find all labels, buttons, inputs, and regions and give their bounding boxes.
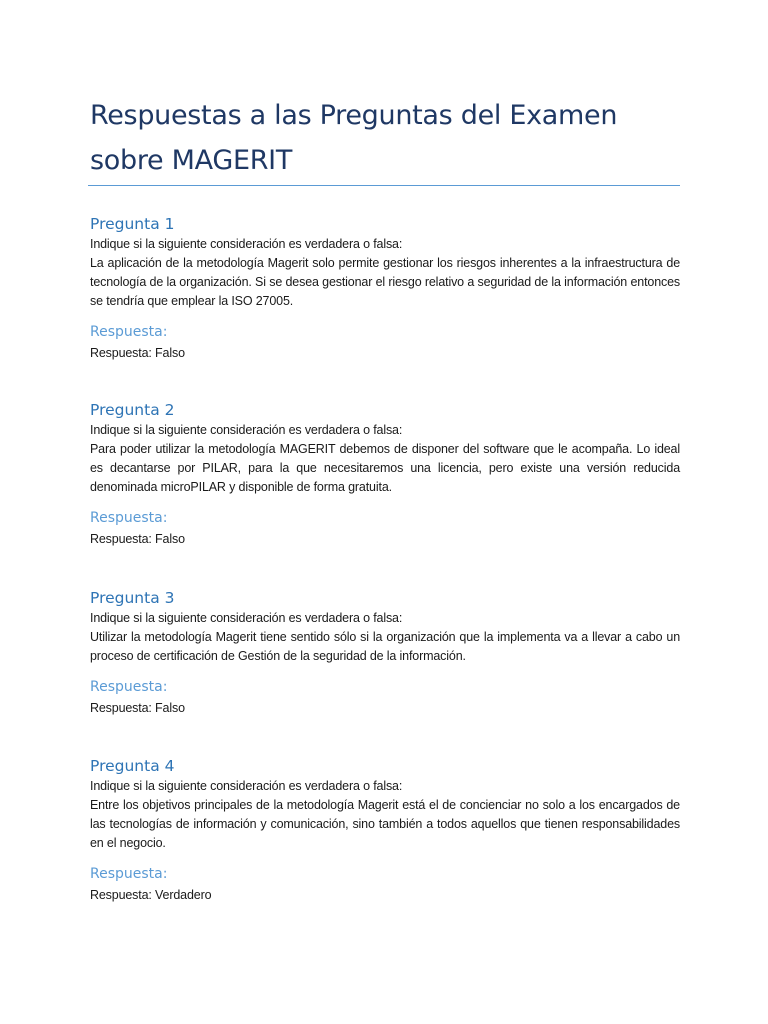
answer-heading: Respuesta: bbox=[90, 866, 168, 882]
question-heading: Pregunta 4 bbox=[90, 757, 175, 775]
answer-text: Respuesta: Falso bbox=[90, 532, 185, 546]
question-heading: Pregunta 3 bbox=[90, 589, 175, 607]
answer-heading: Respuesta: bbox=[90, 679, 168, 695]
title-underline bbox=[88, 185, 680, 186]
question-body: La aplicación de la metodología Magerit solo permite gestionar los riesgos inherentes a la infraestructura de tecnología de la organización. Si se desea gestionar el riesgo relativo a seguridad de la información entonces se tendría que emplear la ISO 27005. bbox=[90, 256, 680, 308]
question-prompt: Indique si la siguiente consideración es verdadera o falsa: bbox=[90, 611, 403, 625]
question-body: Utilizar la metodología Magerit tiene sentido sólo si la organización que la implementa va a llevar a cabo un proceso de certificación de Gestión de la seguridad de la información. bbox=[90, 630, 680, 663]
question-2 bbox=[90, 399, 680, 549]
answer-heading: Respuesta: bbox=[90, 324, 168, 340]
answer-text: Respuesta: Falso bbox=[90, 701, 185, 715]
question-body: Para poder utilizar la metodología MAGERIT debemos de disponer del software que le acompaña. Lo ideal es decantarse por PILAR, para la que necesitaremos una licencia, pero existe una versión reducida denominada microPILAR y disponible de forma gratuita. bbox=[90, 442, 680, 494]
question-heading: Pregunta 2 bbox=[90, 401, 175, 419]
document-title: Respuestas a las Preguntas del Examen sobre MAGERIT bbox=[90, 100, 618, 176]
answer-text: Respuesta: Verdadero bbox=[90, 888, 212, 902]
question-1 bbox=[90, 213, 680, 363]
question-4 bbox=[90, 755, 680, 905]
document-page bbox=[90, 0, 680, 902]
answer-block bbox=[90, 322, 680, 363]
answer-block bbox=[90, 864, 680, 905]
question-heading: Pregunta 1 bbox=[90, 215, 175, 233]
question-prompt: Indique si la siguiente consideración es verdadera o falsa: bbox=[90, 423, 403, 437]
question-prompt: Indique si la siguiente consideración es verdadera o falsa: bbox=[90, 237, 403, 251]
question-3 bbox=[90, 587, 680, 718]
question-prompt: Indique si la siguiente consideración es verdadera o falsa: bbox=[90, 779, 403, 793]
answer-text: Respuesta: Falso bbox=[90, 346, 185, 360]
question-body: Entre los objetivos principales de la metodología Magerit está el de concienciar no solo a los encargados de las tecnologías de información y comunicación, sino también a todos aquellos que tienen responsabilidades en el negocio. bbox=[90, 798, 680, 850]
answer-block bbox=[90, 508, 680, 549]
answer-heading: Respuesta: bbox=[90, 510, 168, 526]
answer-block bbox=[90, 677, 680, 718]
